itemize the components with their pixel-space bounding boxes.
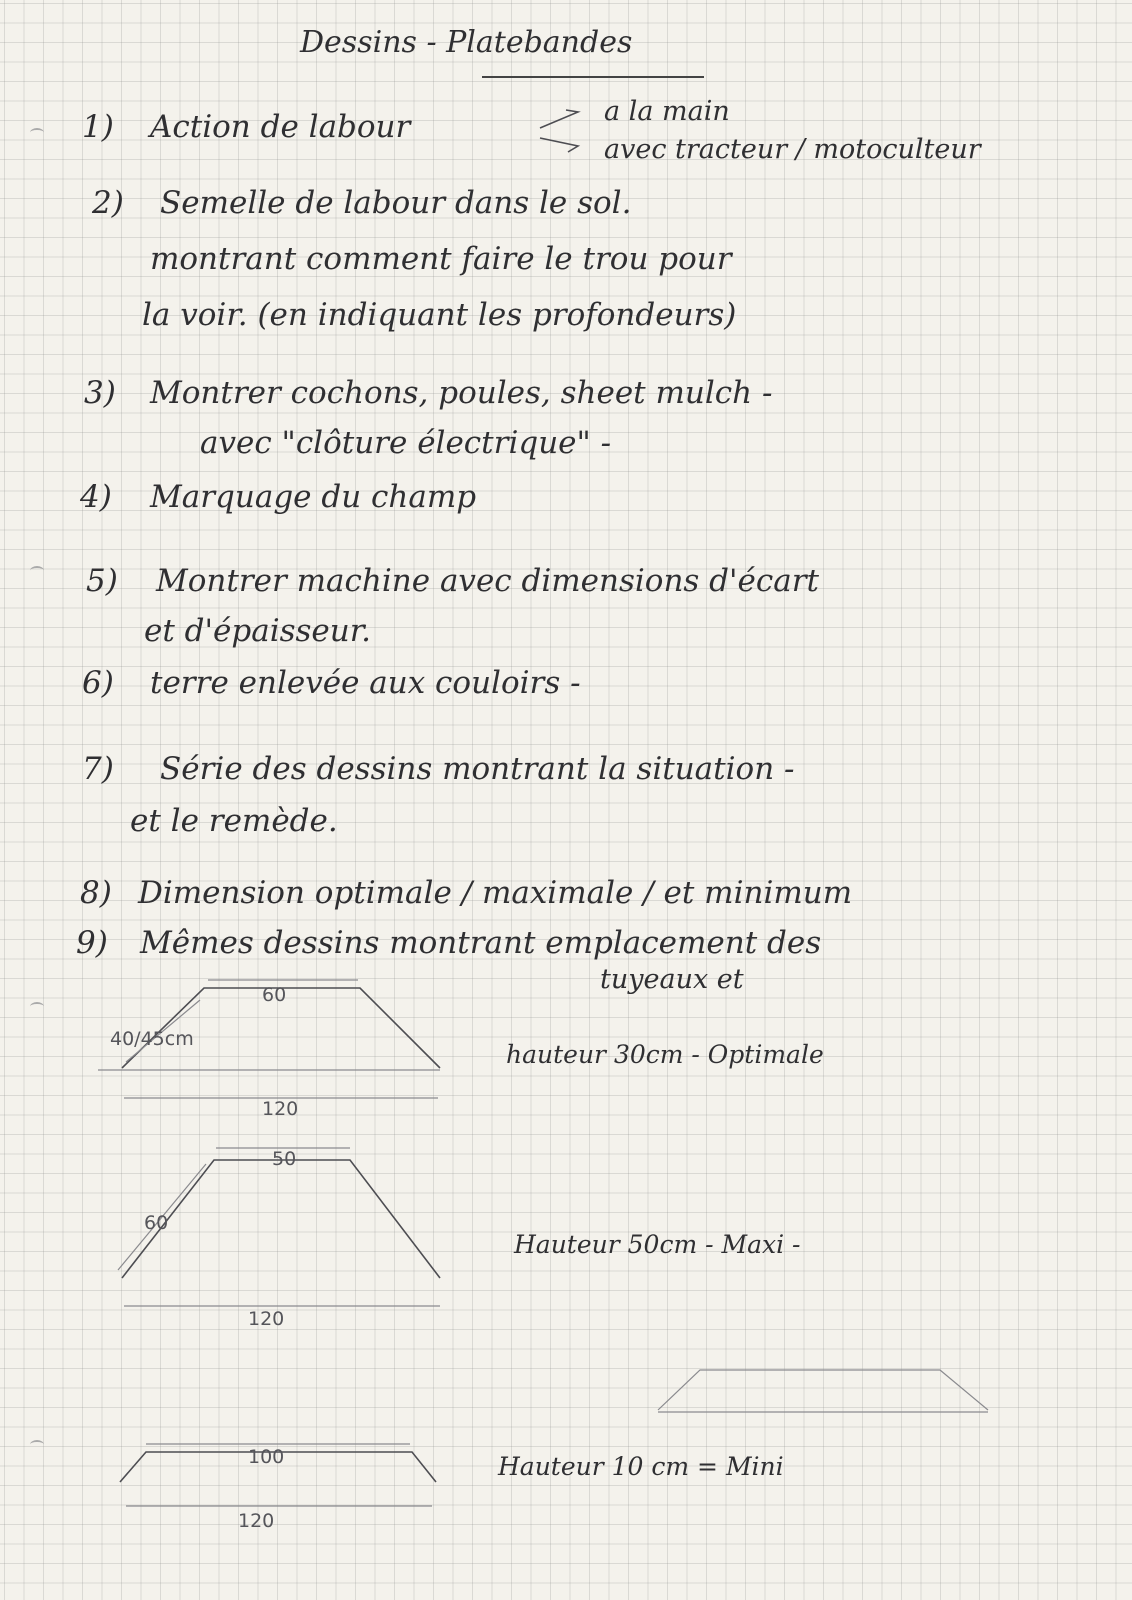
- item-1-text: Action de labour: [150, 109, 411, 145]
- branch-arrow-down: [540, 138, 578, 152]
- maxi-caption: Hauteur 50cm - Maxi -: [514, 1230, 801, 1259]
- item-1-branch-1: a la main: [604, 96, 730, 127]
- item-6-line-1: terre enlevée aux couloirs -: [150, 665, 581, 701]
- optimal-side-dimension: 40/45cm: [110, 1028, 194, 1050]
- item-9-line-2: tuyeaux et: [600, 964, 744, 995]
- item-7-line-2: et le remède.: [130, 803, 338, 839]
- faint-trapezoid-right: [658, 1370, 988, 1410]
- item-4-line-1: Marquage du champ: [150, 479, 477, 515]
- item-number: 2): [92, 185, 124, 221]
- maxi-base-dimension: 120: [248, 1308, 285, 1330]
- item-number: 4): [80, 479, 112, 515]
- maxi-side-dimension: 60: [144, 1212, 169, 1234]
- item-2-line-3: la voir. (en indiquant les profondeurs): [142, 297, 737, 333]
- item-1-branch-2: avec tracteur / motoculteur: [604, 134, 981, 165]
- item-number: 1): [82, 109, 114, 145]
- maxi-top-dimension: 50: [272, 1148, 297, 1170]
- optimal-top-dimension: 60: [262, 984, 287, 1006]
- item-5-line-2: et d'épaisseur.: [144, 613, 372, 649]
- item-2-line-1: Semelle de labour dans le sol.: [160, 185, 632, 221]
- trapezoid-maxi: [122, 1160, 440, 1278]
- item-3-line-1: Montrer cochons, poules, sheet mulch -: [150, 375, 773, 411]
- mini-caption: Hauteur 10 cm = Mini: [498, 1452, 784, 1481]
- item-5-line-1: Montrer machine avec dimensions d'écart: [156, 563, 820, 599]
- item-number: 9): [76, 925, 108, 961]
- page-title: Dessins - Platebandes: [300, 25, 633, 60]
- item-2-line-2: montrant comment faire le trou pour: [150, 241, 732, 277]
- item-9-line-1: Mêmes dessins montrant emplacement des: [140, 925, 822, 961]
- mini-top-dimension: 100: [248, 1446, 285, 1468]
- item-8-line-1: Dimension optimale / maximale / et minimum: [138, 875, 853, 911]
- item-number: 5): [86, 563, 118, 599]
- optimal-caption: hauteur 30cm - Optimale: [506, 1040, 824, 1069]
- item-7-line-1: Série des dessins montrant la situation -: [160, 751, 795, 787]
- item-3-line-2: avec "clôture électrique" -: [200, 425, 612, 461]
- branch-arrow-up: [540, 110, 578, 128]
- item-number: 7): [82, 751, 114, 787]
- mini-base-dimension: 120: [238, 1510, 275, 1532]
- item-number: 3): [84, 375, 116, 411]
- optimal-base-dimension: 120: [262, 1098, 299, 1120]
- item-number: 8): [80, 875, 112, 911]
- item-number: 6): [82, 665, 114, 701]
